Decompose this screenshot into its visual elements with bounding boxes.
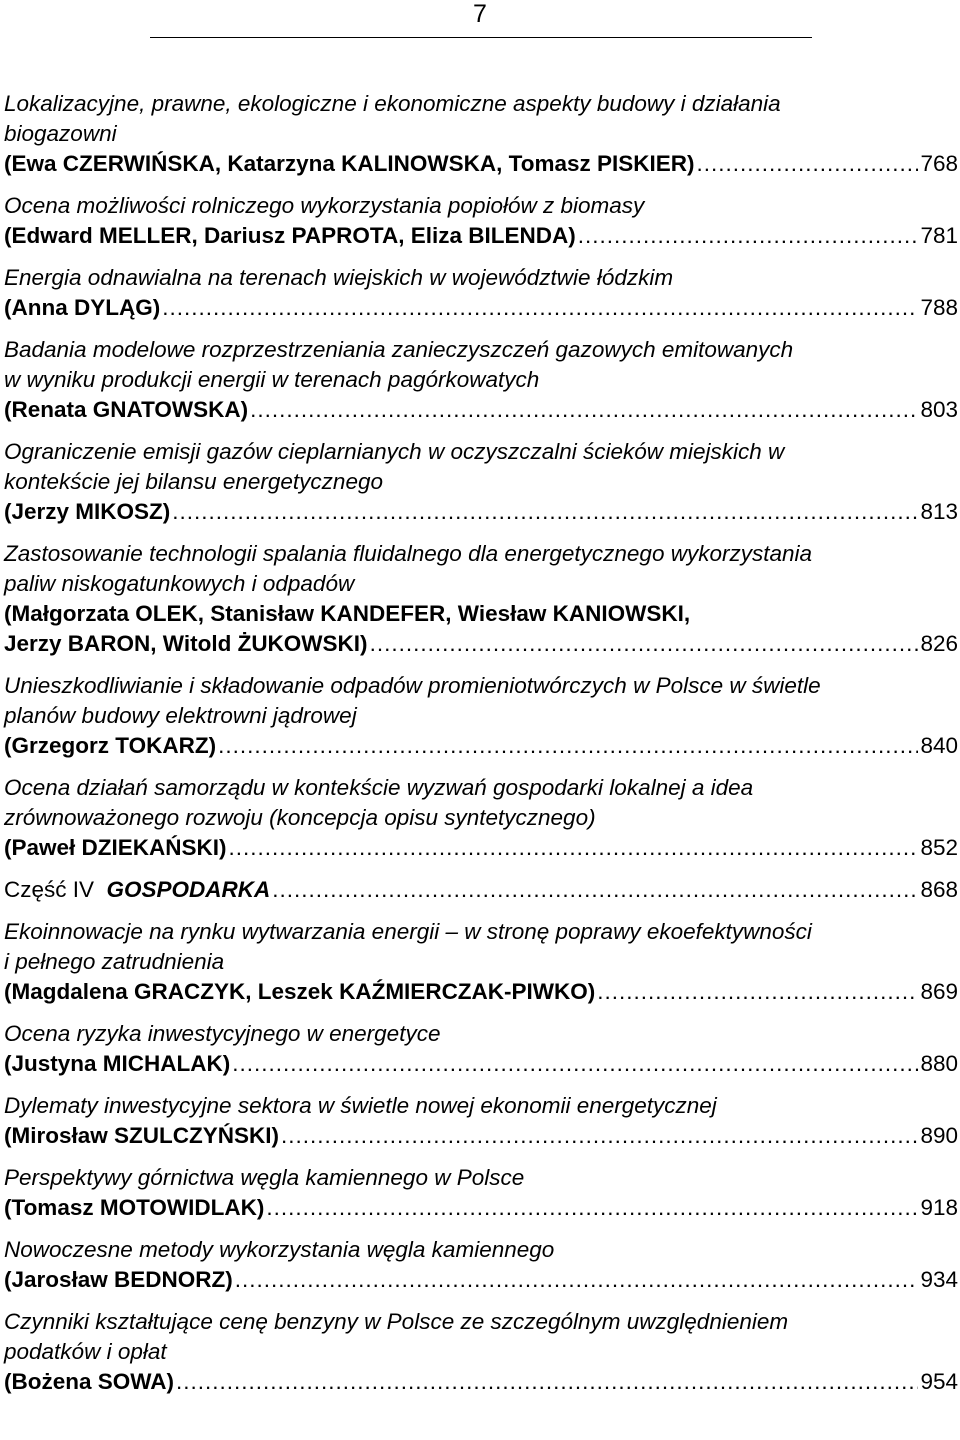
toc-entry-authors: (Bożena SOWA) xyxy=(4,1369,175,1394)
toc-entry xyxy=(4,917,958,1007)
toc-entry-title: biogazowni xyxy=(4,121,117,146)
toc-entry xyxy=(4,1235,958,1295)
toc-entry-page: 803 xyxy=(920,397,958,422)
toc-entry-title: Nowoczesne metody wykorzystania węgla kamiennego xyxy=(4,1237,555,1262)
toc-entry-title: i pełnego zatrudnienia xyxy=(4,949,225,974)
toc-entry-page: 840 xyxy=(920,733,958,758)
toc-entry-line xyxy=(4,1121,958,1151)
toc-entry xyxy=(4,89,958,179)
toc-entry-page: 868 xyxy=(920,877,958,902)
toc-entry-authors: (Tomasz MOTOWIDLAK) xyxy=(4,1195,265,1220)
toc-entry-authors: Jerzy BARON, Witold ŻUKOWSKI) xyxy=(4,631,368,656)
part-label: Część IV xyxy=(4,877,107,902)
toc-entry xyxy=(4,671,958,761)
toc-entry-authors: (Edward MELLER, Dariusz PAPROTA, Eliza BILENDA) xyxy=(4,223,576,248)
dot-leader xyxy=(697,149,919,179)
toc-entry-title: Badania modelowe rozprzestrzeniania zanieczyszczeń gazowych emitowanych xyxy=(4,337,794,362)
toc-entry xyxy=(4,1307,958,1397)
toc-entry-line xyxy=(4,497,958,527)
toc-entry-authors: (Justyna MICHALAK) xyxy=(4,1051,231,1076)
toc-entry-line xyxy=(4,833,958,863)
part-name: GOSPODARKA xyxy=(106,877,271,902)
toc-entry-authors: (Anna DYLĄG) xyxy=(4,295,161,320)
dot-leader xyxy=(266,1193,918,1223)
toc-entry-page: 869 xyxy=(920,979,958,1004)
toc-entry-page: 788 xyxy=(920,295,958,320)
dot-leader xyxy=(172,497,918,527)
toc-entry xyxy=(4,1091,958,1151)
toc-entry-title: Dylematy inwestycyjne sektora w świetle nowej ekonomii energetycznej xyxy=(4,1093,717,1118)
dot-leader xyxy=(250,395,918,425)
toc-entry-authors: (Mirosław SZULCZYŃSKI) xyxy=(4,1123,280,1148)
toc-entry-title: zrównoważonego rozwoju (koncepcja opisu syntetycznego) xyxy=(4,805,596,830)
dot-leader xyxy=(176,1367,918,1397)
toc-entry xyxy=(4,263,958,323)
toc-entry-line xyxy=(4,1367,958,1397)
toc-entry xyxy=(4,1163,958,1223)
table-of-contents xyxy=(4,89,958,1409)
toc-entry xyxy=(4,773,958,863)
header-rule xyxy=(150,37,812,38)
dot-leader xyxy=(597,977,918,1007)
toc-entry-line xyxy=(4,977,958,1007)
toc-entry-authors: (Renata GNATOWSKA) xyxy=(4,397,249,422)
toc-entry-line xyxy=(4,221,958,251)
toc-entry-page: 954 xyxy=(920,1369,958,1394)
toc-entry-title: Energia odnawialna na terenach wiejskich w województwie łódzkim xyxy=(4,265,674,290)
toc-entry-title: Perspektywy górnictwa węgla kamiennego w Polsce xyxy=(4,1165,525,1190)
dot-leader xyxy=(218,731,918,761)
toc-entry-page: 852 xyxy=(920,835,958,860)
toc-entry-title: Ograniczenie emisji gazów cieplarnianych w oczyszczalni ścieków miejskich w xyxy=(4,439,785,464)
toc-entry-title: Ocena ryzyka inwestycyjnego w energetyce xyxy=(4,1021,441,1046)
toc-entry-title: planów budowy elektrowni jądrowej xyxy=(4,703,357,728)
toc-entry-page: 918 xyxy=(920,1195,958,1220)
toc-entry-title: Czynniki kształtujące cenę benzyny w Polsce ze szczególnym uwzględnieniem xyxy=(4,1309,789,1334)
toc-entry-line xyxy=(4,293,958,323)
toc-entry-line xyxy=(4,731,958,761)
toc-entry xyxy=(4,191,958,251)
toc-entry-authors: (Ewa CZERWIŃSKA, Katarzyna KALINOWSKA, Tomasz PISKIER) xyxy=(4,151,695,176)
toc-entry-page: 813 xyxy=(920,499,958,524)
toc-entry-authors: (Małgorzata OLEK, Stanisław KANDEFER, Wiesław KANIOWSKI, xyxy=(4,601,691,626)
toc-entry-line xyxy=(4,395,958,425)
dot-leader xyxy=(578,221,919,251)
toc-entry-line xyxy=(4,875,958,905)
toc-entry xyxy=(4,437,958,527)
toc-entry-line xyxy=(4,149,958,179)
toc-entry-line xyxy=(4,629,958,659)
toc-entry-authors: (Magdalena GRACZYK, Leszek KAŹMIERCZAK-PIWKO) xyxy=(4,979,596,1004)
toc-entry-line xyxy=(4,1193,958,1223)
toc-entry-title: podatków i opłat xyxy=(4,1339,167,1364)
dot-leader xyxy=(232,1049,918,1079)
toc-entry-line xyxy=(4,1049,958,1079)
toc-entry-title: w wyniku produkcji energii w terenach pagórkowatych xyxy=(4,367,540,392)
toc-entry xyxy=(4,1019,958,1079)
toc-entry-authors: (Jarosław BEDNORZ) xyxy=(4,1267,233,1292)
toc-entry-title: Lokalizacyjne, prawne, ekologiczne i ekonomiczne aspekty budowy i działania xyxy=(4,91,781,116)
toc-entry xyxy=(4,335,958,425)
toc-entry xyxy=(4,539,958,659)
toc-entry-page: 880 xyxy=(920,1051,958,1076)
toc-entry-authors: (Jerzy MIKOSZ) xyxy=(4,499,171,524)
toc-entry-title: Unieszkodliwianie i składowanie odpadów promieniotwórczych w Polsce w świetle xyxy=(4,673,821,698)
dot-leader xyxy=(281,1121,918,1151)
toc-entry-title: Zastosowanie technologii spalania fluidalnego dla energetycznego wykorzystania xyxy=(4,541,813,566)
toc-entry-page: 890 xyxy=(920,1123,958,1148)
page-number: 7 xyxy=(473,0,487,28)
toc-entry-authors: (Paweł DZIEKAŃSKI) xyxy=(4,835,227,860)
dot-leader xyxy=(229,833,919,863)
toc-entry-page: 934 xyxy=(920,1267,958,1292)
dot-leader xyxy=(370,629,919,659)
toc-entry-page: 826 xyxy=(920,631,958,656)
toc-entry-title: Ocena możliwości rolniczego wykorzystania popiołów z biomasy xyxy=(4,193,645,218)
toc-entry-title: paliw niskogatunkowych i odpadów xyxy=(4,571,355,596)
dot-leader xyxy=(272,875,918,905)
toc-entry-page: 781 xyxy=(920,223,958,248)
dot-leader xyxy=(162,293,918,323)
dot-leader xyxy=(235,1265,919,1295)
toc-entry-title: Ekoinnowacje na rynku wytwarzania energii – w stronę poprawy ekoefektywności xyxy=(4,919,812,944)
toc-entry-title: Ocena działań samorządu w kontekście wyzwań gospodarki lokalnej a idea xyxy=(4,775,754,800)
toc-entry-authors: (Grzegorz TOKARZ) xyxy=(4,733,217,758)
toc-entry-title: kontekście jej bilansu energetycznego xyxy=(4,469,383,494)
toc-entry xyxy=(4,875,958,905)
toc-entry-page: 768 xyxy=(920,151,958,176)
toc-entry-line xyxy=(4,1265,958,1295)
